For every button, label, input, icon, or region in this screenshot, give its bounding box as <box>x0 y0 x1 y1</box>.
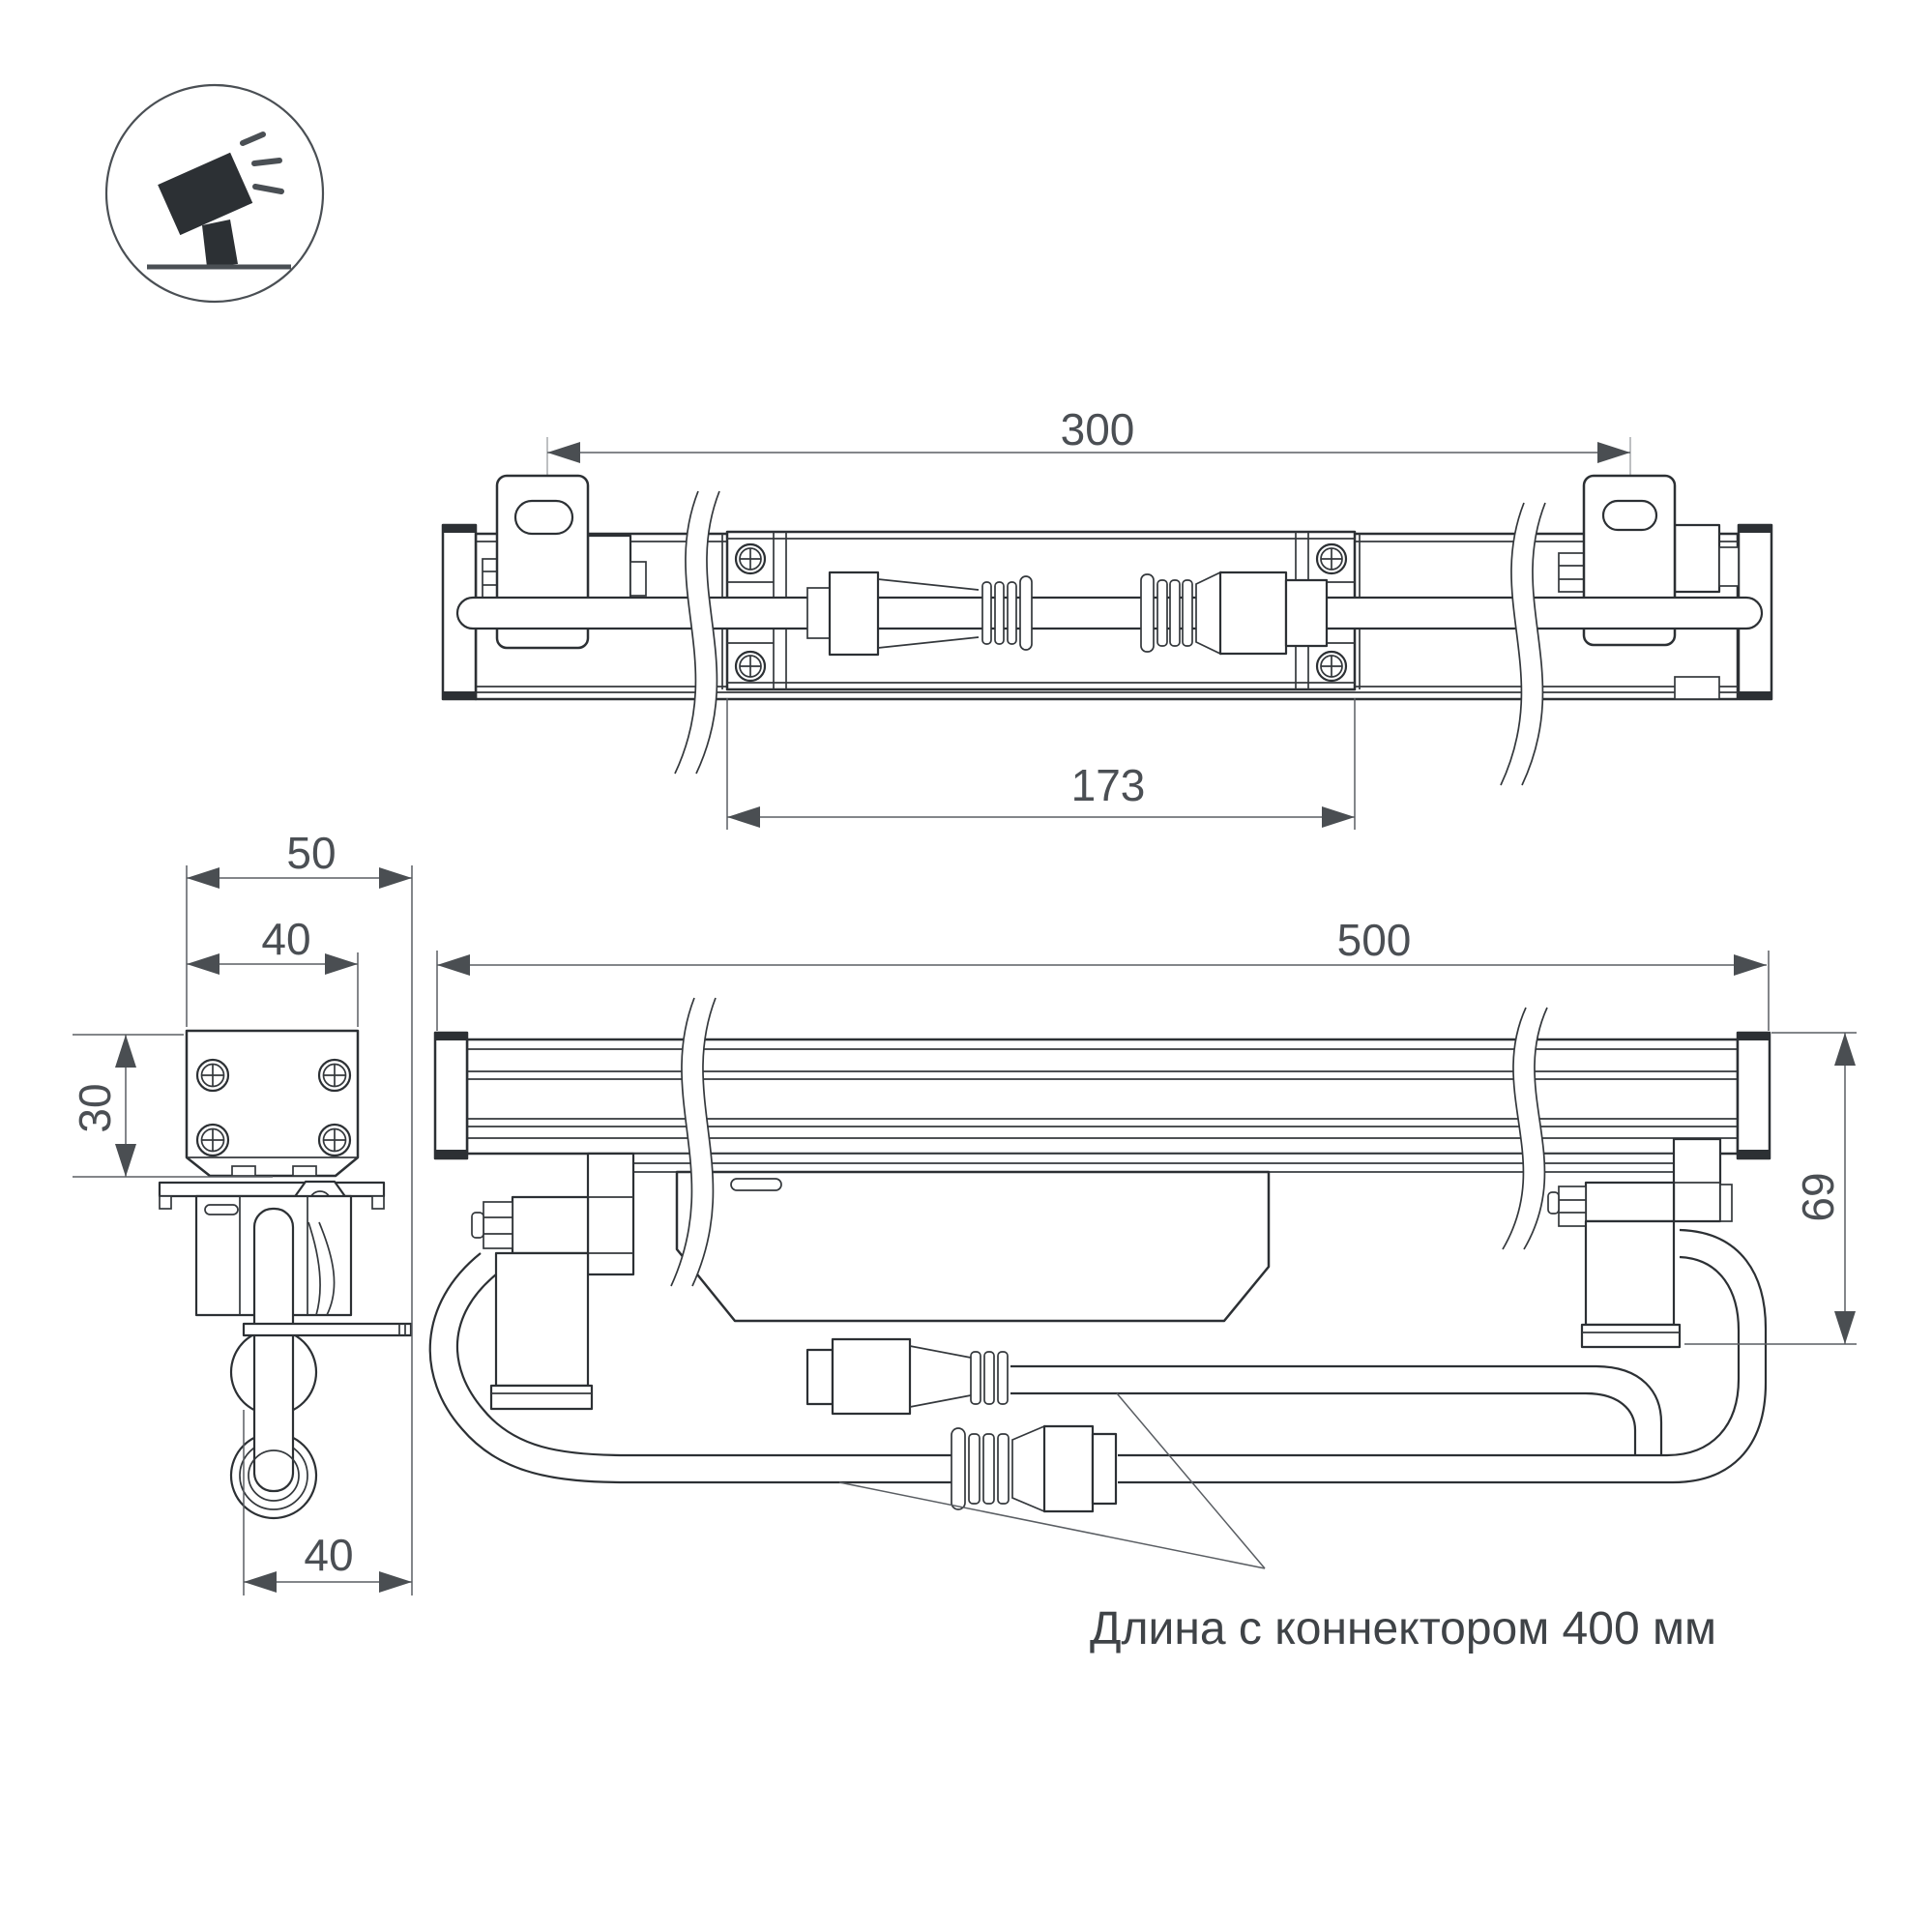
side-male-connector <box>807 1339 1008 1414</box>
end-cable <box>254 1209 293 1491</box>
leader-line-upper-cable <box>1117 1393 1265 1568</box>
screw-icon <box>1317 544 1346 573</box>
dim-label-50: 50 <box>286 828 337 878</box>
bracket-slot <box>1603 501 1656 530</box>
dim-top-300 <box>547 404 1630 463</box>
screw-icon <box>197 1060 228 1091</box>
side-module <box>677 1172 1269 1321</box>
end-view <box>70 828 412 1595</box>
side-view <box>430 915 1857 1568</box>
dim-label-69: 69 <box>1793 1172 1843 1222</box>
dim-label-500: 500 <box>1336 915 1412 965</box>
screw-icon <box>197 1125 228 1156</box>
dim-end-40-top <box>187 914 358 1027</box>
annotation-connector-length: Длина с коннектором 400 мм <box>1090 1603 1716 1654</box>
side-bracket-left <box>472 1154 633 1409</box>
dim-top-173 <box>727 698 1355 830</box>
icon-lamp-head <box>158 153 252 235</box>
side-bar <box>467 1039 1738 1154</box>
dim-label-173: 173 <box>1070 760 1146 810</box>
dim-label-30: 30 <box>70 1083 120 1133</box>
screw-icon <box>736 544 765 573</box>
dim-label-300: 300 <box>1060 404 1135 454</box>
screw-icon <box>736 652 765 681</box>
screw-icon <box>319 1060 350 1091</box>
top-view <box>443 404 1771 830</box>
dim-side-500 <box>437 915 1769 1031</box>
side-end-cap-right <box>1738 1033 1770 1158</box>
floodlight-icon <box>106 85 323 302</box>
top-cable <box>457 598 1762 629</box>
end-foot-plate <box>244 1324 411 1335</box>
screw-icon <box>1317 652 1346 681</box>
dim-label-40-foot: 40 <box>304 1530 354 1580</box>
side-end-cap-left <box>435 1033 467 1158</box>
screw-icon <box>319 1125 350 1156</box>
side-female-connector <box>951 1426 1116 1511</box>
bracket-slot <box>515 501 572 534</box>
icon-light-rays <box>243 134 281 191</box>
dim-label-40-body: 40 <box>261 914 311 964</box>
icon-lamp-stand <box>202 220 238 267</box>
